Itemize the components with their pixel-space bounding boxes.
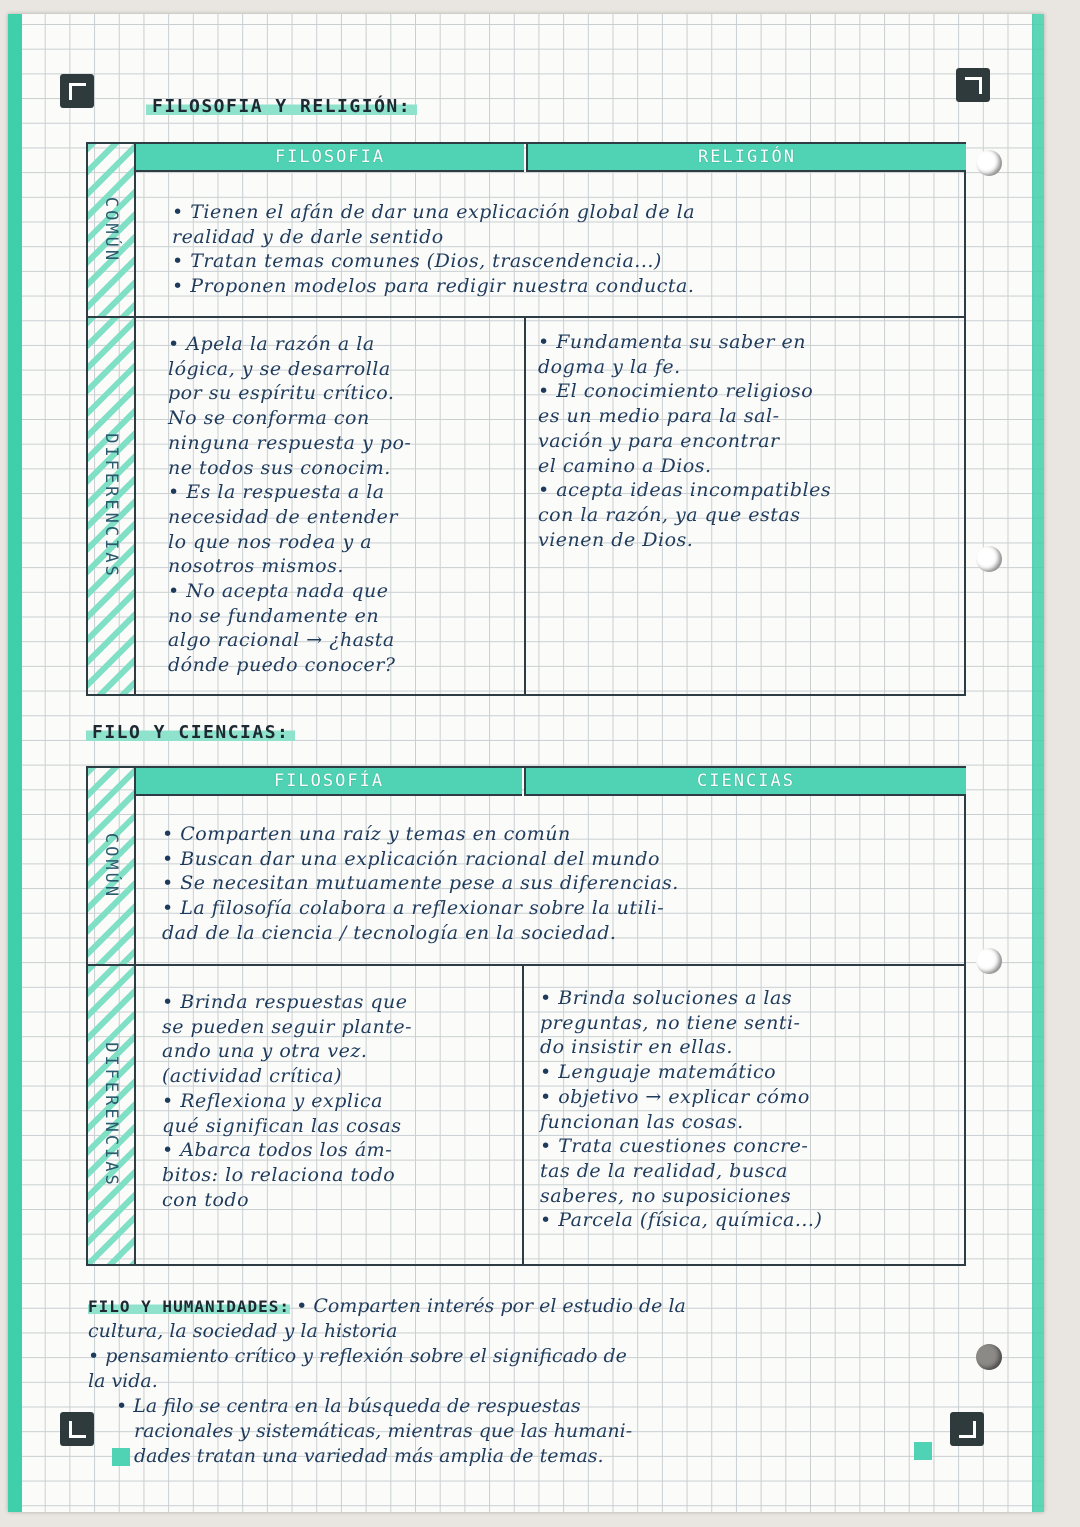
- filosofia-differences-text: • Brinda respuestas que se pueden seguir plante- ando una y otra vez. (actividad crítica) • Reflexiona y explica qué significan las cosas • Abarca todos los ám- bitos: lo relaciona todo con todo: [162, 991, 413, 1211]
- table-religion: [86, 142, 966, 696]
- section-title-ciencias: FILO Y CIENCIAS:: [86, 722, 295, 743]
- notebook-page: [8, 14, 1044, 1512]
- binder-hole: [976, 948, 1002, 974]
- section-title-religion: FILOSOFIA Y RELIGIÓN:: [146, 96, 417, 117]
- corner-mark-icon: [60, 74, 94, 108]
- row-label-common: COMÚN: [88, 144, 136, 316]
- humanidades-line: la vida.: [88, 1370, 158, 1392]
- column-header-filosofia: FILOSOFIA: [136, 144, 524, 172]
- common-text: • Comparten una raíz y temas en común • Buscan dar una explicación racional del mundo • Se necesitan mutuamente pese a sus diferencias. • La filosofía colabora a reflexionar sobre la utili- dad de la ciencia / tecnología en la sociedad.: [162, 823, 679, 944]
- column-divider: [522, 964, 524, 1264]
- column-header-ciencias: CIENCIAS: [524, 768, 966, 796]
- humanidades-line: dades tratan una variedad más amplia de temas.: [134, 1445, 604, 1467]
- corner-mark-icon: [956, 68, 990, 102]
- humanidades-line: cultura, la sociedad y la historia: [88, 1320, 398, 1342]
- page-edge-strip: [1032, 14, 1044, 1512]
- column-header-religion: RELIGIÓN: [526, 144, 966, 172]
- binder-hole: [976, 546, 1002, 572]
- row-divider: [88, 964, 964, 966]
- page-edge-strip: [8, 14, 22, 1512]
- humanidades-line: • pensamiento crítico y reflexión sobre el significado de: [88, 1345, 627, 1367]
- row-divider: [88, 316, 964, 318]
- ciencias-differences-text: • Brinda soluciones a las preguntas, no tiene senti- do insistir en ellas. • Lenguaje matemático • objetivo → explicar cómo funcionan las cosas. • Trata cuestiones concre- tas de la realidad, busca saberes, no suposiciones • Parcela (física, química...): [540, 987, 823, 1232]
- row-label-differences: DIFERENCIAS: [88, 318, 136, 694]
- column-divider: [524, 316, 526, 694]
- highlight-square: [914, 1442, 932, 1460]
- binder-hole: [976, 150, 1002, 176]
- row-label-common: COMÚN: [88, 768, 136, 964]
- filosofia-differences-text: • Apela la razón a la lógica, y se desarrolla por su espíritu crítico. No se conforma con ninguna respuesta y po- ne todos sus conocim. • Es la respuesta a la necesidad de entender lo que nos rodea y a nosotros mismos. • No acepta nada que no se fundamente en algo racional → ¿hasta dónde puedo conocer?: [168, 333, 412, 677]
- highlight-square: [112, 1448, 130, 1466]
- common-text: • Tienen el afán de dar una explicación global de la realidad y de darle sentido • Tratan temas comunes (Dios, trascendencia...) • Proponen modelos para redigir nuestra conducta.: [172, 201, 696, 298]
- row-label-differences: DIFERENCIAS: [88, 966, 136, 1264]
- table-ciencias: [86, 766, 966, 1266]
- humanidades-line: • La filo se centra en la búsqueda de respuestas: [116, 1395, 581, 1417]
- section-title-humanidades: FILO Y HUMANIDADES:: [88, 1297, 291, 1316]
- column-header-filosofia: FILOSOFÍA: [136, 768, 522, 796]
- humanidades-line: racionales y sistemáticas, mientras que las humani-: [134, 1420, 633, 1442]
- religion-differences-text: • Fundamenta su saber en dogma y la fe. • El conocimiento religioso es un medio para la sal- vación y para encontrar el camino a Dios. • acepta ideas incompatibles con la razón, ya que estas vienen de Dios.: [538, 331, 832, 551]
- humanidades-paragraph: FILO Y HUMANIDADES: • Comparten interés por el estudio de la cultura, la sociedad y la historia • pensamiento crítico y reflexión sobre el significado de la vida. • La filo se centra en la búsqueda de respuestas racionales y sistemáticas, mientras que las humani- dades tratan una variedad más amplia de temas.: [88, 1294, 988, 1469]
